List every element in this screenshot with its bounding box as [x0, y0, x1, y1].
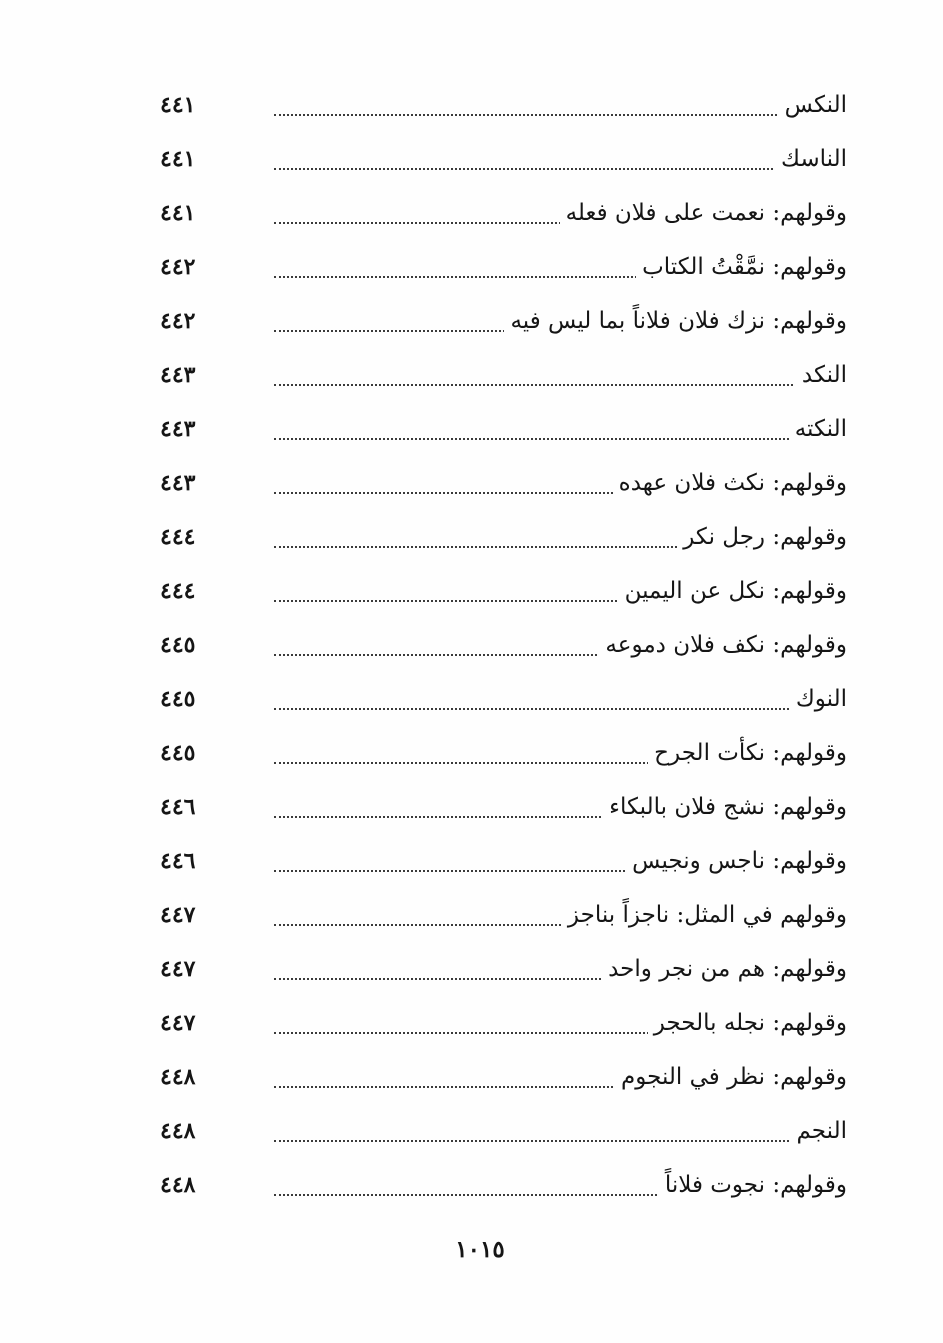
toc-entry [0, 508, 943, 562]
entry-title: النكته [789, 414, 847, 444]
toc-entry [0, 778, 943, 832]
entry-page-number: ٤٤٦ [160, 794, 196, 820]
toc-entry [0, 1102, 943, 1156]
toc-entry [0, 238, 943, 292]
entry-title: النجم [791, 1116, 848, 1146]
entry-title: وقولهم: ناجس ونجيس [626, 846, 847, 876]
toc-entry [0, 832, 943, 886]
toc-entry [0, 400, 943, 454]
entry-title: وقولهم: نكل عن اليمين [619, 576, 847, 606]
toc-entry [0, 670, 943, 724]
entry-page-number: ٤٤٧ [160, 956, 196, 982]
table-of-contents [0, 76, 943, 1210]
toc-entry [0, 1048, 943, 1102]
entry-title: وقولهم: نزك فلان فلاناً بما ليس فيه [504, 306, 847, 336]
toc-entry [0, 346, 943, 400]
entry-page-number: ٤٤١ [160, 200, 196, 226]
entry-title: وقولهم: رجل نكر [677, 522, 847, 552]
dot-leader [274, 708, 793, 710]
toc-entry [0, 76, 943, 130]
entry-title: وقولهم: هم من نجر واحد [602, 954, 847, 984]
entry-page-number: ٤٤٥ [160, 740, 196, 766]
entry-page-number: ٤٤٨ [160, 1172, 196, 1198]
entry-page-number: ٤٤٢ [160, 308, 196, 334]
toc-entry [0, 454, 943, 508]
toc-entry [0, 724, 943, 778]
entry-page-number: ٤٤٧ [160, 1010, 196, 1036]
entry-page-number: ٤٤٤ [160, 524, 196, 550]
entry-page-number: ٤٤٦ [160, 848, 196, 874]
entry-page-number: ٤٤١ [160, 146, 196, 172]
entry-title: وقولهم: نكث فلان عهده [613, 468, 847, 498]
dot-leader [274, 168, 793, 170]
entry-page-number: ٤٤٨ [160, 1118, 196, 1144]
entry-page-number: ٤٤٢ [160, 254, 196, 280]
entry-title: وقولهم: نمَّقْتُ الكتاب [636, 252, 847, 282]
entry-page-number: ٤٤٣ [160, 470, 196, 496]
dot-leader [274, 438, 793, 440]
entry-title: وقولهم: نجله بالحجر [648, 1008, 847, 1038]
dot-leader [274, 114, 793, 116]
dot-leader [274, 1140, 793, 1142]
toc-entry [0, 562, 943, 616]
entry-title: النوك [790, 684, 847, 714]
entry-title: وقولهم: نكف فلان دموعه [599, 630, 847, 660]
toc-entry [0, 994, 943, 1048]
toc-entry [0, 1156, 943, 1210]
entry-title: وقولهم في المثل: ناجزاً بناجز [562, 900, 847, 930]
entry-page-number: ٤٤٤ [160, 578, 196, 604]
dot-leader [274, 384, 793, 386]
toc-entry [0, 886, 943, 940]
toc-entry [0, 292, 943, 346]
entry-title: وقولهم: نعمت على فلان فعله [560, 198, 847, 228]
toc-entry [0, 616, 943, 670]
entry-title: وقولهم: نظر في النجوم [615, 1062, 847, 1092]
entry-page-number: ٤٤٣ [160, 416, 196, 442]
entry-page-number: ٤٤٨ [160, 1064, 196, 1090]
toc-entry [0, 130, 943, 184]
toc-entry [0, 940, 943, 994]
toc-entry [0, 184, 943, 238]
page-number: ١٠١٥ [455, 1236, 505, 1263]
entry-title: النكد [796, 360, 847, 390]
entry-title: الناسك [775, 144, 847, 174]
entry-page-number: ٤٤٥ [160, 686, 196, 712]
entry-title: وقولهم: نكأت الجرح [648, 738, 847, 768]
entry-page-number: ٤٤٧ [160, 902, 196, 928]
entry-page-number: ٤٤١ [160, 92, 196, 118]
entry-title: وقولهم: نشج فلان بالبكاء [603, 792, 847, 822]
entry-title: وقولهم: نجوت فلاناً [659, 1170, 847, 1200]
entry-title: النكس [779, 90, 847, 120]
entry-page-number: ٤٤٣ [160, 362, 196, 388]
entry-page-number: ٤٤٥ [160, 632, 196, 658]
